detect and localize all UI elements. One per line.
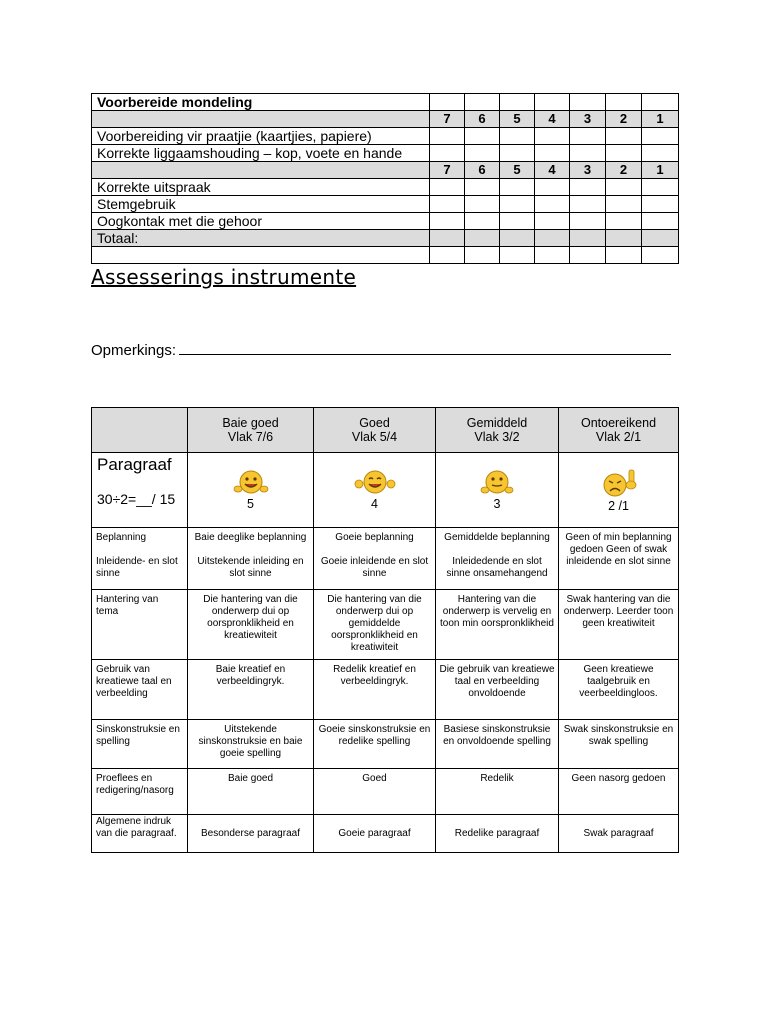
- scale-2: 2: [606, 162, 642, 179]
- criterion-cell: Proeflees en redigering/nasorg: [92, 769, 188, 815]
- rubric-cell: Basiese sinskonstruksie en onvoldoende spelling: [436, 720, 559, 769]
- rubric-cell: Besonderse paragraaf: [188, 815, 314, 853]
- level-name: Baie goed: [222, 416, 279, 430]
- rubric-cell: Redelik: [436, 769, 559, 815]
- face-value: 4: [371, 497, 378, 511]
- rubric-row: [92, 720, 679, 769]
- face-value: 5: [247, 497, 254, 511]
- criterion-label: Beplanning: [96, 532, 147, 543]
- level-name: Goed: [359, 416, 390, 430]
- level-range: Vlak 5/4: [351, 430, 398, 444]
- blank-cell: [430, 94, 465, 111]
- cell-text: Baie deeglike beplanning: [194, 532, 307, 543]
- criterion-row: [92, 179, 679, 196]
- blank-cell: [465, 94, 500, 111]
- scale-row: [92, 111, 679, 128]
- face-cell: [436, 453, 559, 528]
- criterion-cell: Hantering van tema: [92, 590, 188, 660]
- scale-7: 7: [430, 111, 465, 128]
- criterion-row: [92, 128, 679, 145]
- paragraph-rubric-table: [91, 407, 679, 853]
- scale-5: 5: [500, 111, 535, 128]
- neutral-smiley-icon: [477, 469, 517, 497]
- scale-3: 3: [570, 111, 606, 128]
- blank-cell: [606, 94, 642, 111]
- happy-smiley-icon: [231, 469, 271, 497]
- rubric-cell: Baie goed: [188, 769, 314, 815]
- criterion-label: Voorbereiding vir praatjie (kaartjies, papiere): [92, 128, 430, 145]
- rubric-cell: Die gebruik van kreatiewe taal en verbeelding onvoldoende: [436, 660, 559, 720]
- blank-cell: [92, 111, 430, 128]
- rubric-cell: [436, 528, 559, 590]
- cell-text: Goeie inleidende en slot sinne: [320, 556, 429, 579]
- paragraph-cell: [92, 453, 188, 528]
- remarks-line: [91, 340, 671, 359]
- criterion-label: Stemgebruik: [92, 196, 430, 213]
- cell-text: Inleidedende en slot sinne onsamehangend: [446, 556, 548, 579]
- face-value: 3: [493, 497, 501, 511]
- rubric-cell: Die hantering van die onderwerp dui op gemiddelde oorspronklikheid en kreatiwiteit: [314, 590, 436, 660]
- rubric-cell: [314, 528, 436, 590]
- level-header: [436, 408, 559, 453]
- blank-cell: [500, 94, 535, 111]
- rubric-cell: Swak sinskonstruksie en swak spelling: [559, 720, 679, 769]
- rubric-cell: Geen kreatiewe taalgebruik en veerbeeldingloos.: [559, 660, 679, 720]
- level-header: [314, 408, 436, 453]
- scale-1: 1: [642, 111, 679, 128]
- blank-cell: [92, 162, 430, 179]
- rubric-cell: Uitstekende sinskonstruksie en baie goeie spelling: [188, 720, 314, 769]
- scale-row: [92, 162, 679, 179]
- criterion-label: Korrekte uitspraak: [92, 179, 430, 196]
- rubric-cell: Geen nasorg gedoen: [559, 769, 679, 815]
- criterion-cell: [92, 528, 188, 590]
- oral-assessment-table: [91, 93, 679, 264]
- rubric-cell: Baie kreatief en verbeeldingryk.: [188, 660, 314, 720]
- scale-1: 1: [642, 162, 679, 179]
- table1-title: Voorbereide mondeling: [92, 94, 430, 111]
- rubric-row: [92, 815, 679, 853]
- section-heading: Assesserings instrumente: [91, 265, 357, 289]
- face-value: 2 /1: [608, 499, 629, 513]
- rubric-cell: [559, 528, 679, 590]
- level-name: Ontoereikend: [580, 416, 657, 430]
- sad-smiley-icon: [595, 467, 643, 499]
- cell-text: Geen of min beplanning gedoen Geen of swak inleidende en slot sinne: [565, 532, 672, 567]
- criterion-label: Korrekte liggaamshouding – kop, voete en hande: [92, 145, 430, 162]
- face-cell: [314, 453, 436, 528]
- scale-7: 7: [430, 162, 465, 179]
- rubric-cell: Goeie paragraaf: [314, 815, 436, 853]
- blank-cell: [642, 94, 679, 111]
- rubric-row: [92, 590, 679, 660]
- blank-cell: [535, 94, 570, 111]
- cell-text: Uitstekende inleiding en slot sinne: [197, 556, 304, 579]
- total-label: Totaal:: [92, 230, 430, 247]
- rubric-cell: Redelike paragraaf: [436, 815, 559, 853]
- criterion-label: Inleidende- en slot sinne: [96, 556, 178, 579]
- level-header: [559, 408, 679, 453]
- face-row: [92, 453, 679, 528]
- total-row: [92, 230, 679, 247]
- criterion-cell: Algemene indruk van die paragraaf.: [92, 815, 188, 853]
- scale-6: 6: [465, 111, 500, 128]
- criterion-row: [92, 213, 679, 230]
- rubric-cell: Swak hantering van die onderwerp. Leerder toon geen kreatiwiteit: [559, 590, 679, 660]
- criterion-row: [92, 145, 679, 162]
- scale-5: 5: [500, 162, 535, 179]
- scale-4: 4: [535, 162, 570, 179]
- cell-text: Goeie beplanning: [335, 532, 414, 543]
- level-range: Vlak 7/6: [227, 430, 274, 444]
- scale-6: 6: [465, 162, 500, 179]
- rubric-row: [92, 769, 679, 815]
- blank-cell: [570, 94, 606, 111]
- rubric-row: [92, 660, 679, 720]
- rubric-cell: Redelik kreatief en verbeeldingryk.: [314, 660, 436, 720]
- paragraph-title: Paragraaf: [97, 455, 172, 474]
- level-header: [188, 408, 314, 453]
- scale-4: 4: [535, 111, 570, 128]
- criterion-row: [92, 196, 679, 213]
- cheering-smiley-icon: [353, 469, 397, 497]
- remarks-label: Opmerkings:: [91, 342, 177, 359]
- face-cell: [188, 453, 314, 528]
- level-range: Vlak 3/2: [474, 430, 520, 444]
- scale-3: 3: [570, 162, 606, 179]
- rubric-cell: Goeie sinskonstruksie en redelike spelling: [314, 720, 436, 769]
- blank-cell: [92, 408, 188, 453]
- level-name: Gemiddeld: [466, 416, 528, 430]
- rubric-cell: [188, 528, 314, 590]
- paragraph-score: 30÷2=__/ 15: [97, 491, 176, 507]
- rubric-cell: Goed: [314, 769, 436, 815]
- remarks-blank: [179, 340, 671, 355]
- level-range: Vlak 2/1: [595, 430, 642, 444]
- criterion-cell: Gebruik van kreatiewe taal en verbeelding: [92, 660, 188, 720]
- empty-row: [92, 247, 679, 264]
- rubric-header-row: [92, 408, 679, 453]
- face-cell: [559, 453, 679, 528]
- criterion-label: Oogkontak met die gehoor: [92, 213, 430, 230]
- cell-text: Gemiddelde beplanning: [444, 532, 550, 543]
- scale-2: 2: [606, 111, 642, 128]
- rubric-cell: Hantering van die onderwerp is vervelig en toon min oorspronklikheid: [436, 590, 559, 660]
- rubric-row: [92, 528, 679, 590]
- criterion-cell: Sinskonstruksie en spelling: [92, 720, 188, 769]
- rubric-cell: Swak paragraaf: [559, 815, 679, 853]
- rubric-cell: Die hantering van die onderwerp dui op oorspronklikheid en kreatiewiteit: [188, 590, 314, 660]
